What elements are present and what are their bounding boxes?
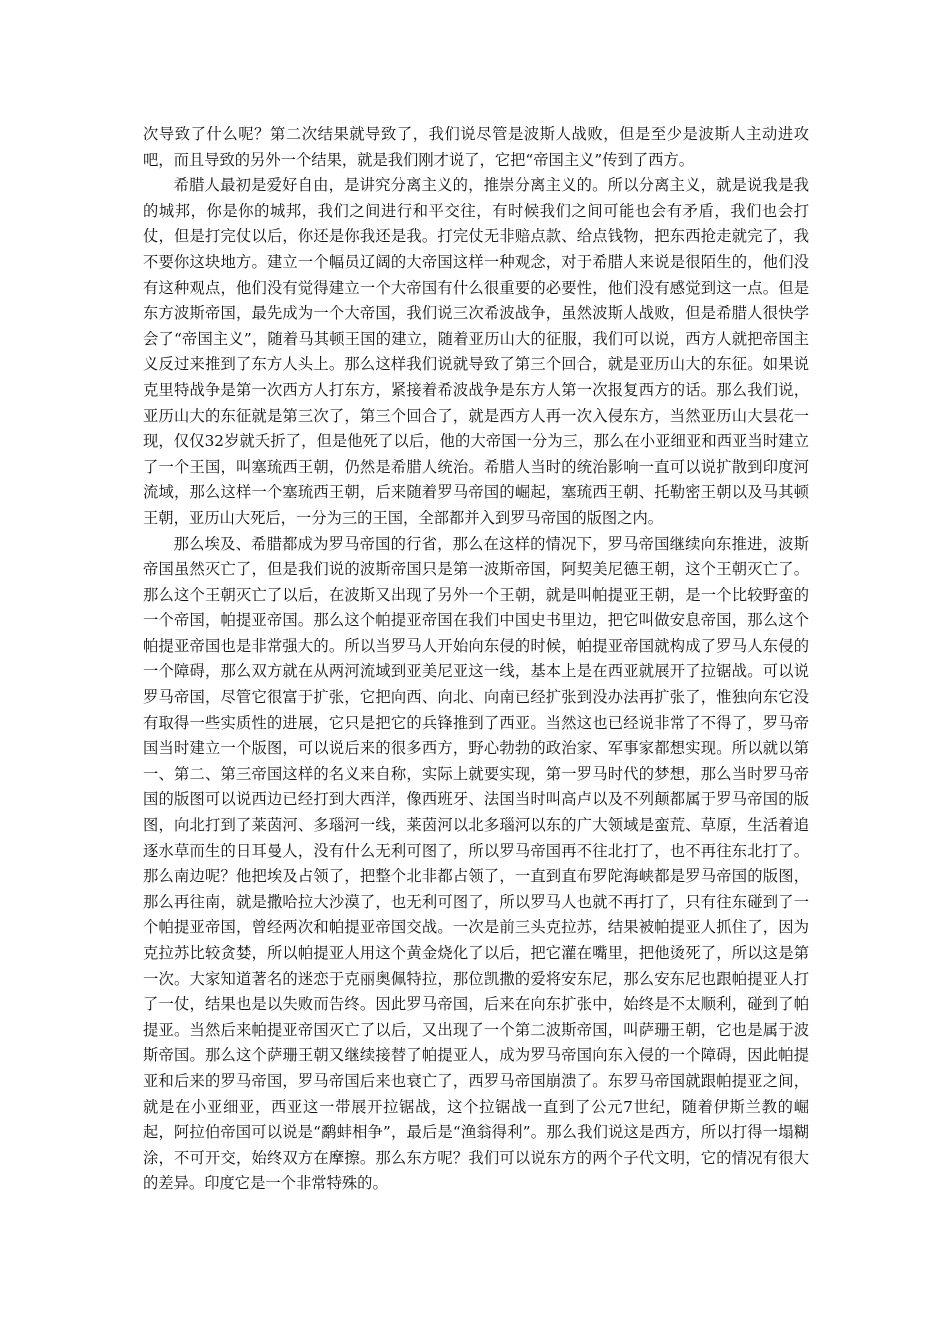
paragraph-3: 那么埃及、希腊都成为罗马帝国的行省，那么在这样的情况下，罗马帝国继续向东推进，波斯帝国虽然灭亡了，但是我们说的波斯帝国只是第一波斯帝国，阿契美尼德王朝，这个王朝灭亡了。那么这个王朝灭亡了以后，在波斯又出现了另外一个王朝，就是叫帕提亚王朝，是一个比较野蛮的一个帝国，帕提亚帝国。那么这个帕提亚帝国在我们中国史书里边，把它叫做安息帝国，那么这个帕提亚帝国也是非常强大的。所以当罗马人开始向东侵的时候，帕提亚帝国就构成了罗马人东侵的一个障碍，那么双方就在从两河流域到亚美尼亚这一线，基本上是在西亚就展开了拉锯战。可以说罗马帝国，尽管它很富于扩张，它把向西、向北、向南已经扩张到没办法再扩张了，惟独向东它没有取得一些实质性的进展，它只是把它的兵锋推到了西亚。当然这也已经说非常了不得了，罗马帝国当时建立一个版图，可以说后来的很多西方，野心勃勃的政治家、军事家都想实现。所以就以第一、第二、第三帝国这样的名义来自称，实际上就要实现，第一罗马时代的梦想，那么当时罗马帝国的版图可以说西边已经打到大西洋，像西班牙、法国当时叫高卢以及不列颠都属于罗马帝国的版图，向北打到了莱茵河、多瑙河一线，莱茵河以北多瑙河以东的广大领域是蛮荒、草原，生活着追逐水草而生的日耳曼人，没有什么无利可图了，所以罗马帝国再不往北打了，也不再往东北打了。那么南边呢？他把埃及占领了，把整个北非都占领了，一直到直布罗陀海峡都是罗马帝国的版图，那么再往南，就是撒哈拉大沙漠了，也无利可图了，所以罗马人也就不再打了，只有往东碰到了一个帕提亚帝国，曾经两次和帕提亚帝国交战。一次是前三头克拉苏，结果被帕提亚人抓住了，因为克拉苏比较贪婪，所以帕提亚人用这个黄金烧化了以后，把它灌在嘴里，把他烫死了，所以这是第一次。大家知道著名的迷恋于克丽奥佩特拉，那位凯撒的爱将安东尼，那么安东尼也跟帕提亚人打了一仗，结果也是以失败而告终。因此罗马帝国，后来在向东扩张中，始终是不太顺利，碰到了帕提亚。当然后来帕提亚帝国灭亡了以后，又出现了一个第二波斯帝国，叫萨珊王朝，它也是属于波斯帝国。那么这个萨珊王朝又继续接替了帕提亚人，成为罗马帝国向东入侵的一个障碍，因此帕提亚和后来的罗马帝国，罗马帝国后来也衰亡了，西罗马帝国崩溃了。东罗马帝国就跟帕提亚之间，就是在小亚细亚，西亚这一带展开拉锯战，这个拉锯战一直到了公元7世纪，随着伊斯兰教的崛起，阿拉伯帝国可以说是“鹬蚌相争”，最后是“渔翁得利”。那么我们说这是西方，所以打得一塌糊涂，不可开交，始终双方在摩擦。那么东方呢？我们可以说东方的两个子代文明，它的情况有很大的差异。印度它是一个非常特殊的。: [143, 534, 809, 1193]
document-page: [143, 122, 809, 1197]
paragraph-1: 次导致了什么呢？第二次结果就导致了，我们说尽管是波斯人战败，但是至少是波斯人主动进攻吧，而且导致的另外一个结果，就是我们刚才说了，它把“帝国主义”传到了西方。: [143, 125, 809, 169]
paragraph-2: 希腊人最初是爱好自由，是讲究分离主义的，推崇分离主义的。所以分离主义，就是说我是我的城邦，你是你的城邦，我们之间进行和平交往，有时候我们之间可能也会有矛盾，我们也会打仗，但是打完仗以后，你还是你我还是我。打完仗无非赔点款、给点钱物，把东西抢走就完了，我不要你这块地方。建立一个幅员辽阔的大帝国这样一种观念，对于希腊人来说是很陌生的，他们没有这种观点，他们没有觉得建立一个大帝国有什么很重要的必要性，他们没有感觉到这一点。但是东方波斯帝国，最先成为一个大帝国，我们说三次希波战争，虽然波斯人战败，但是希腊人很快学会了“帝国主义”，随着马其顿王国的建立，随着亚历山大的征服，我们可以说，西方人就把帝国主义反过来推到了东方人头上。那么这样我们说就导致了第三个回合，就是亚历山大的东征。如果说克里特战争是第一次西方人打东方，紧接着希波战争是东方人第一次报复西方的话。那么我们说，亚历山大的东征就是第三次了，第三个回合了，就是西方人再一次入侵东方，当然亚历山大昙花一现，仅仅32岁就夭折了，但是他死了以后，他的大帝国一分为三，那么在小亚细亚和西亚当时建立了一个王国，叫塞琉西王朝，仍然是希腊人统治。希腊人当时的统治影响一直可以说扩散到印度河流域，那么这样一个塞琉西王朝，后来随着罗马帝国的崛起，塞琉西王朝、托勒密王朝以及马其顿王朝，亚历山大死后，一分为三的王国，全部都并入到罗马帝国的版图之内。: [143, 176, 809, 527]
